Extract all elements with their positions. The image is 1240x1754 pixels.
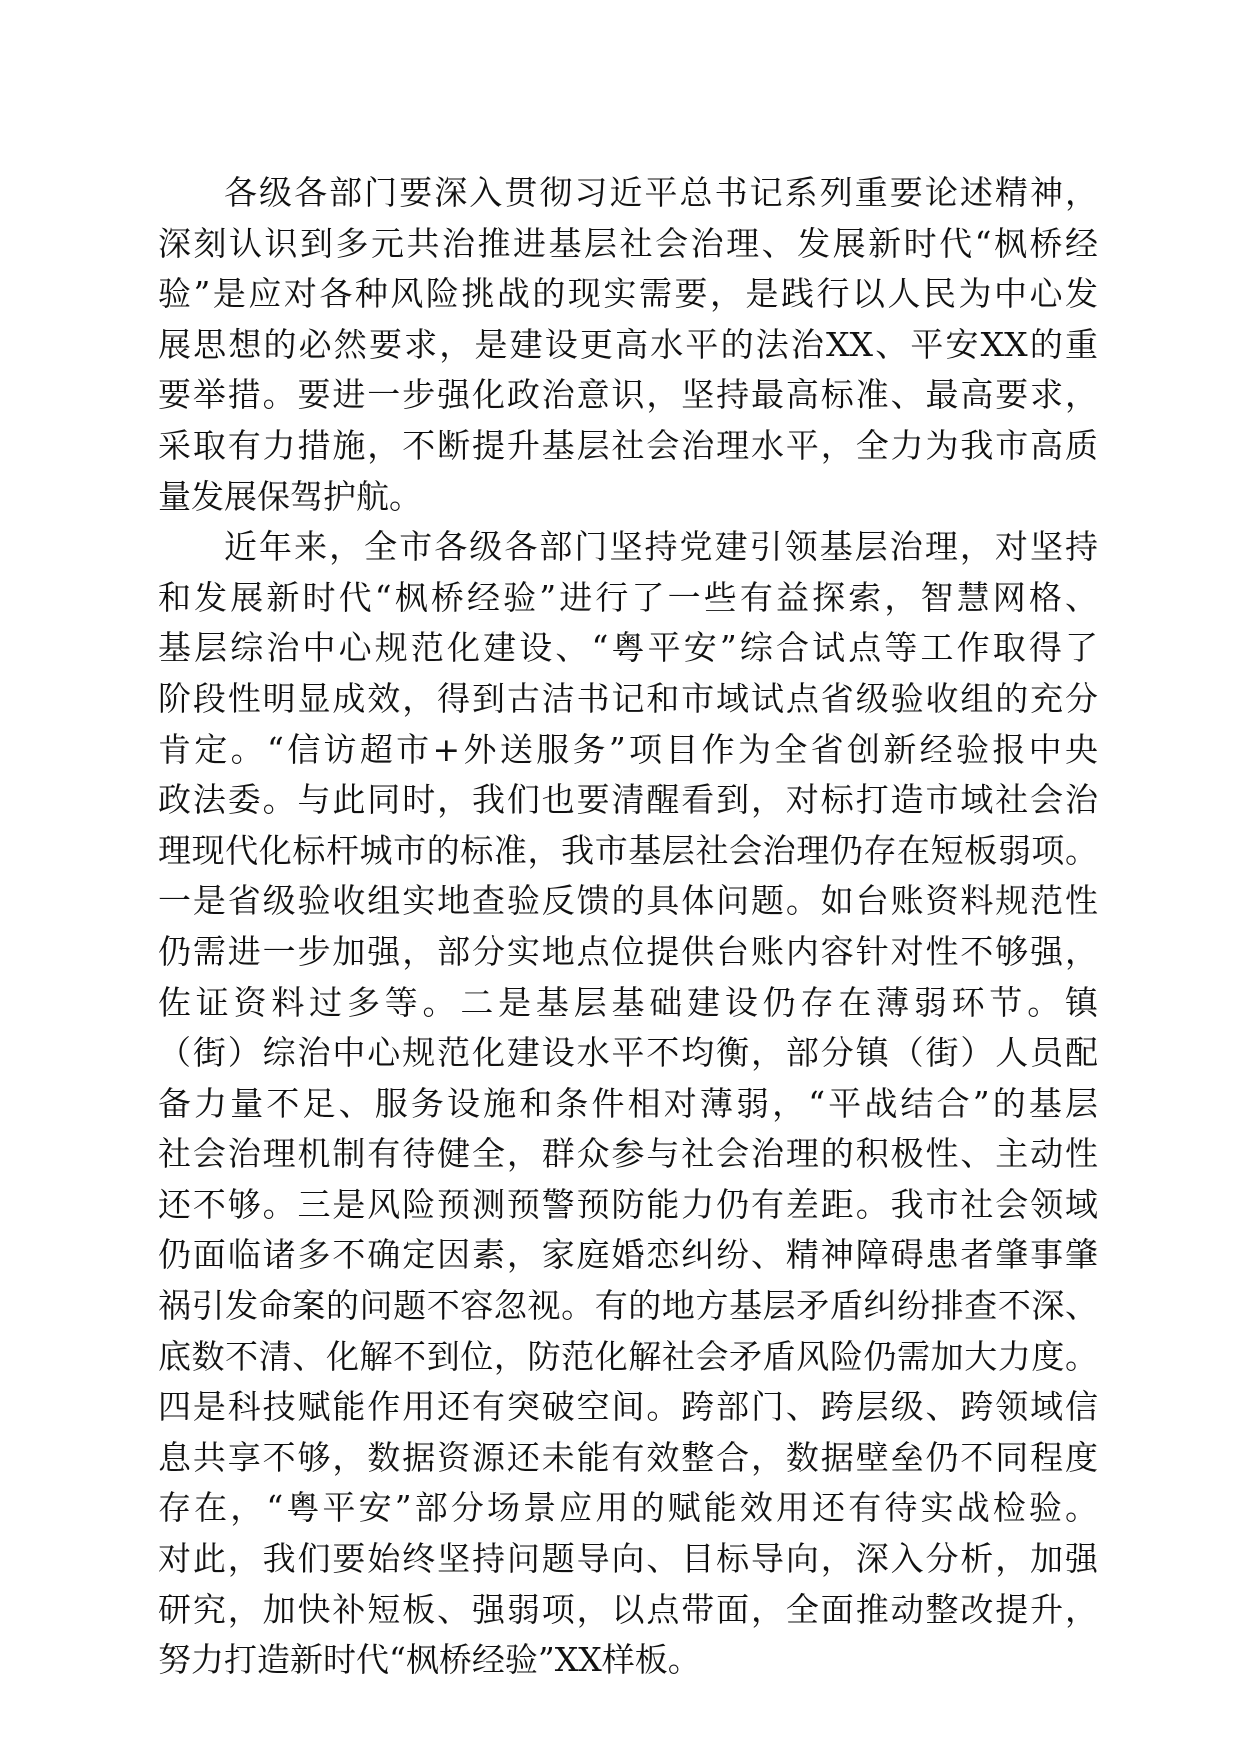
text-line: 阶段性明显成效，得到古洁书记和市域试点省级验收组的充分 bbox=[158, 678, 1098, 718]
text-line: 理现代化标杆城市的标准，我市基层社会治理仍存在短板弱项。 bbox=[158, 830, 1098, 870]
text-line: 祸引发命案的问题不容忽视。有的地方基层矛盾纠纷排查不深、 bbox=[158, 1286, 1098, 1326]
text-line: 基层综治中心规范化建设、“粤平安”综合试点等工作取得了 bbox=[158, 628, 1098, 668]
text-line: 四是科技赋能作用还有突破空间。跨部门、跨层级、跨领域信 bbox=[158, 1387, 1098, 1427]
text-line: 社会治理机制有待健全，群众参与社会治理的积极性、主动性 bbox=[158, 1134, 1098, 1174]
text-line: 展思想的必然要求，是建设更高水平的法治XX、平安XX的重 bbox=[158, 324, 1098, 364]
text-line: 研究，加快补短板、强弱项，以点带面，全面推动整改提升， bbox=[158, 1589, 1098, 1629]
text-line: 仍需进一步加强，部分实地点位提供台账内容针对性不够强， bbox=[158, 931, 1098, 971]
text-line: 底数不清、化解不到位，防范化解社会矛盾风险仍需加大力度。 bbox=[158, 1336, 1098, 1376]
paragraph-1 bbox=[158, 168, 1098, 522]
text-line: 各级各部门要深入贯彻习近平总书记系列重要论述精神， bbox=[224, 173, 1098, 212]
text-line: （街）综治中心规范化建设水平不均衡，部分镇（街）人员配 bbox=[158, 1033, 1098, 1073]
text-line: 政法委。与此同时，我们也要清醒看到，对标打造市域社会治 bbox=[158, 780, 1098, 820]
text-line: 采取有力措施，不断提升基层社会治理水平，全力为我市高质 bbox=[158, 425, 1098, 465]
text-line: 努力打造新时代“枫桥经验”XX样板。 bbox=[158, 1640, 701, 1680]
text-line: 和发展新时代“枫桥经验”进行了一些有益探索，智慧网格、 bbox=[158, 577, 1098, 617]
text-line: 肯定。“信访超市+外送服务”项目作为全省创新经验报中央 bbox=[158, 729, 1098, 769]
paragraph-2 bbox=[158, 522, 1098, 1686]
text-line: 验”是应对各种风险挑战的现实需要，是践行以人民为中心发 bbox=[158, 274, 1098, 314]
text-line: 息共享不够，数据资源还未能有效整合，数据壁垒仍不同程度 bbox=[158, 1437, 1098, 1477]
text-line: 仍面临诸多不确定因素，家庭婚恋纠纷、精神障碍患者肇事肇 bbox=[158, 1235, 1098, 1275]
text-line: 还不够。三是风险预测预警预防能力仍有差距。我市社会领域 bbox=[158, 1184, 1098, 1224]
text-line: 深刻认识到多元共治推进基层社会治理、发展新时代“枫桥经 bbox=[158, 223, 1098, 263]
text-line: 佐证资料过多等。二是基层基础建设仍存在薄弱环节。镇 bbox=[158, 982, 1098, 1022]
text-line: 存在，“粤平安”部分场景应用的赋能效用还有待实战检验。 bbox=[158, 1488, 1098, 1528]
text-line: 量发展保驾护航。 bbox=[158, 476, 422, 516]
text-line: 近年来，全市各级各部门坚持党建引领基层治理，对坚持 bbox=[224, 527, 1098, 567]
text-line: 对此，我们要始终坚持问题导向、目标导向，深入分析，加强 bbox=[158, 1539, 1098, 1579]
text-line: 一是省级验收组实地查验反馈的具体问题。如台账资料规范性 bbox=[158, 881, 1098, 921]
document-page bbox=[158, 168, 1098, 1686]
text-line: 要举措。要进一步强化政治意识，坚持最高标准、最高要求， bbox=[158, 375, 1098, 415]
text-line: 备力量不足、服务设施和条件相对薄弱，“平战结合”的基层 bbox=[158, 1083, 1098, 1123]
